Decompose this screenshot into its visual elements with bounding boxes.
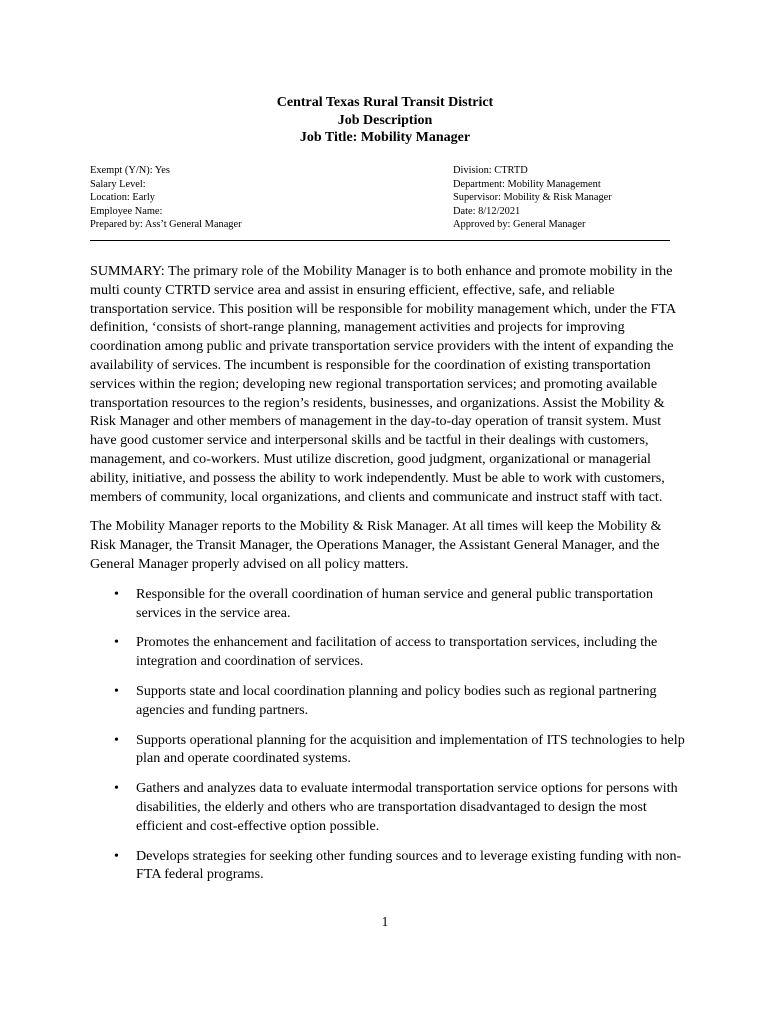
bullet-icon: •	[114, 634, 119, 651]
job-title: Job Title: Mobility Manager	[299, 130, 471, 145]
bullet-icon: •	[114, 585, 119, 602]
exempt-field: Exempt (Y/N): Yes	[90, 165, 170, 176]
bullet-icon: •	[114, 847, 119, 864]
reports-to-paragraph: The Mobility Manager reports to the Mobility & Risk Manager. At all times will keep the Mobility & Risk Manager, the Transit Manager, the Operations Manager, the Assistant General Manager, and the General Manager properly advised on all policy matters.	[90, 518, 662, 572]
salary-level-field: Salary Level:	[90, 178, 146, 190]
bullet-icon: •	[114, 682, 119, 699]
metadata-right-column	[453, 164, 683, 232]
approved-by-field: Approved by: General Manager	[453, 219, 586, 231]
duty-text: Promotes the enhancement and facilitation of access to transportation services, including the integration and coordination of services.	[136, 634, 658, 670]
duties-list	[90, 585, 690, 884]
header-divider	[90, 240, 670, 241]
list-item	[90, 585, 690, 623]
duty-text: Responsible for the overall coordination of human service and general public transportation services in the service area.	[136, 585, 654, 621]
page-number: 1	[381, 914, 389, 929]
metadata-left-column	[90, 164, 430, 232]
supervisor-field: Supervisor: Mobility & Risk Manager	[453, 192, 612, 204]
employee-name-field: Employee Name:	[90, 205, 163, 217]
list-item	[90, 682, 690, 720]
duty-text: Gathers and analyzes data to evaluate intermodal transportation service options for persons with disabilities, the elderly and others who are transportation disadvantaged to design the most efficient and cost-effective option possible.	[136, 780, 678, 834]
list-item	[90, 779, 690, 835]
list-item	[90, 847, 690, 885]
date-field: Date: 8/12/2021	[453, 205, 521, 217]
duty-text: Supports state and local coordination planning and policy bodies such as regional partnering agencies and funding partners.	[136, 682, 657, 718]
organization-name: Central Texas Rural Transit District	[276, 95, 494, 110]
bullet-icon: •	[114, 731, 119, 748]
document-type: Job Description	[337, 112, 433, 128]
document-header	[0, 94, 770, 147]
summary-paragraph: SUMMARY: The primary role of the Mobility Manager is to both enhance and promote mobility in the multi county CTRTD service area and assist in ensuring efficient, effective, safe, and reliable transportation service. This position will be responsible for mobility management which, under the FTA definition, ‘consists of short-range planning, management activities and projects for improving coordination among public and private transportation service providers with the intent of expanding the availability of services. The incumbent is responsible for the coordination of existing transportation services within the region; developing new regional transportation services; and promoting available transportation resources to the region’s residents, businesses, and organizations. Assist the Mobility & Risk Manager and other members of management in the day-to-day operation of transit system. Must have good customer service and interpersonal skills and be tactful in their dealings with customers, management, and co-workers. Must utilize discretion, good judgment, organizational or managerial ability, initiative, and possess the ability to work independently. Must be able to work with customers, members of community, local organizations, and clients and communicate and instruct staff with tact.	[90, 263, 676, 505]
duty-text: Supports operational planning for the acquisition and implementation of ITS technologies to help plan and operate coordinated systems.	[136, 731, 685, 767]
department-field: Department: Mobility Management	[453, 178, 601, 190]
document-body	[90, 262, 690, 895]
list-item	[90, 633, 690, 671]
list-item	[90, 731, 690, 769]
location-field: Location: Early	[90, 192, 155, 204]
division-field: Division: CTRTD	[453, 165, 528, 176]
duty-text: Develops strategies for seeking other funding sources and to leverage existing funding with non-FTA federal programs.	[136, 847, 682, 883]
bullet-icon: •	[114, 780, 119, 797]
prepared-by-field: Prepared by: Ass’t General Manager	[90, 219, 242, 231]
